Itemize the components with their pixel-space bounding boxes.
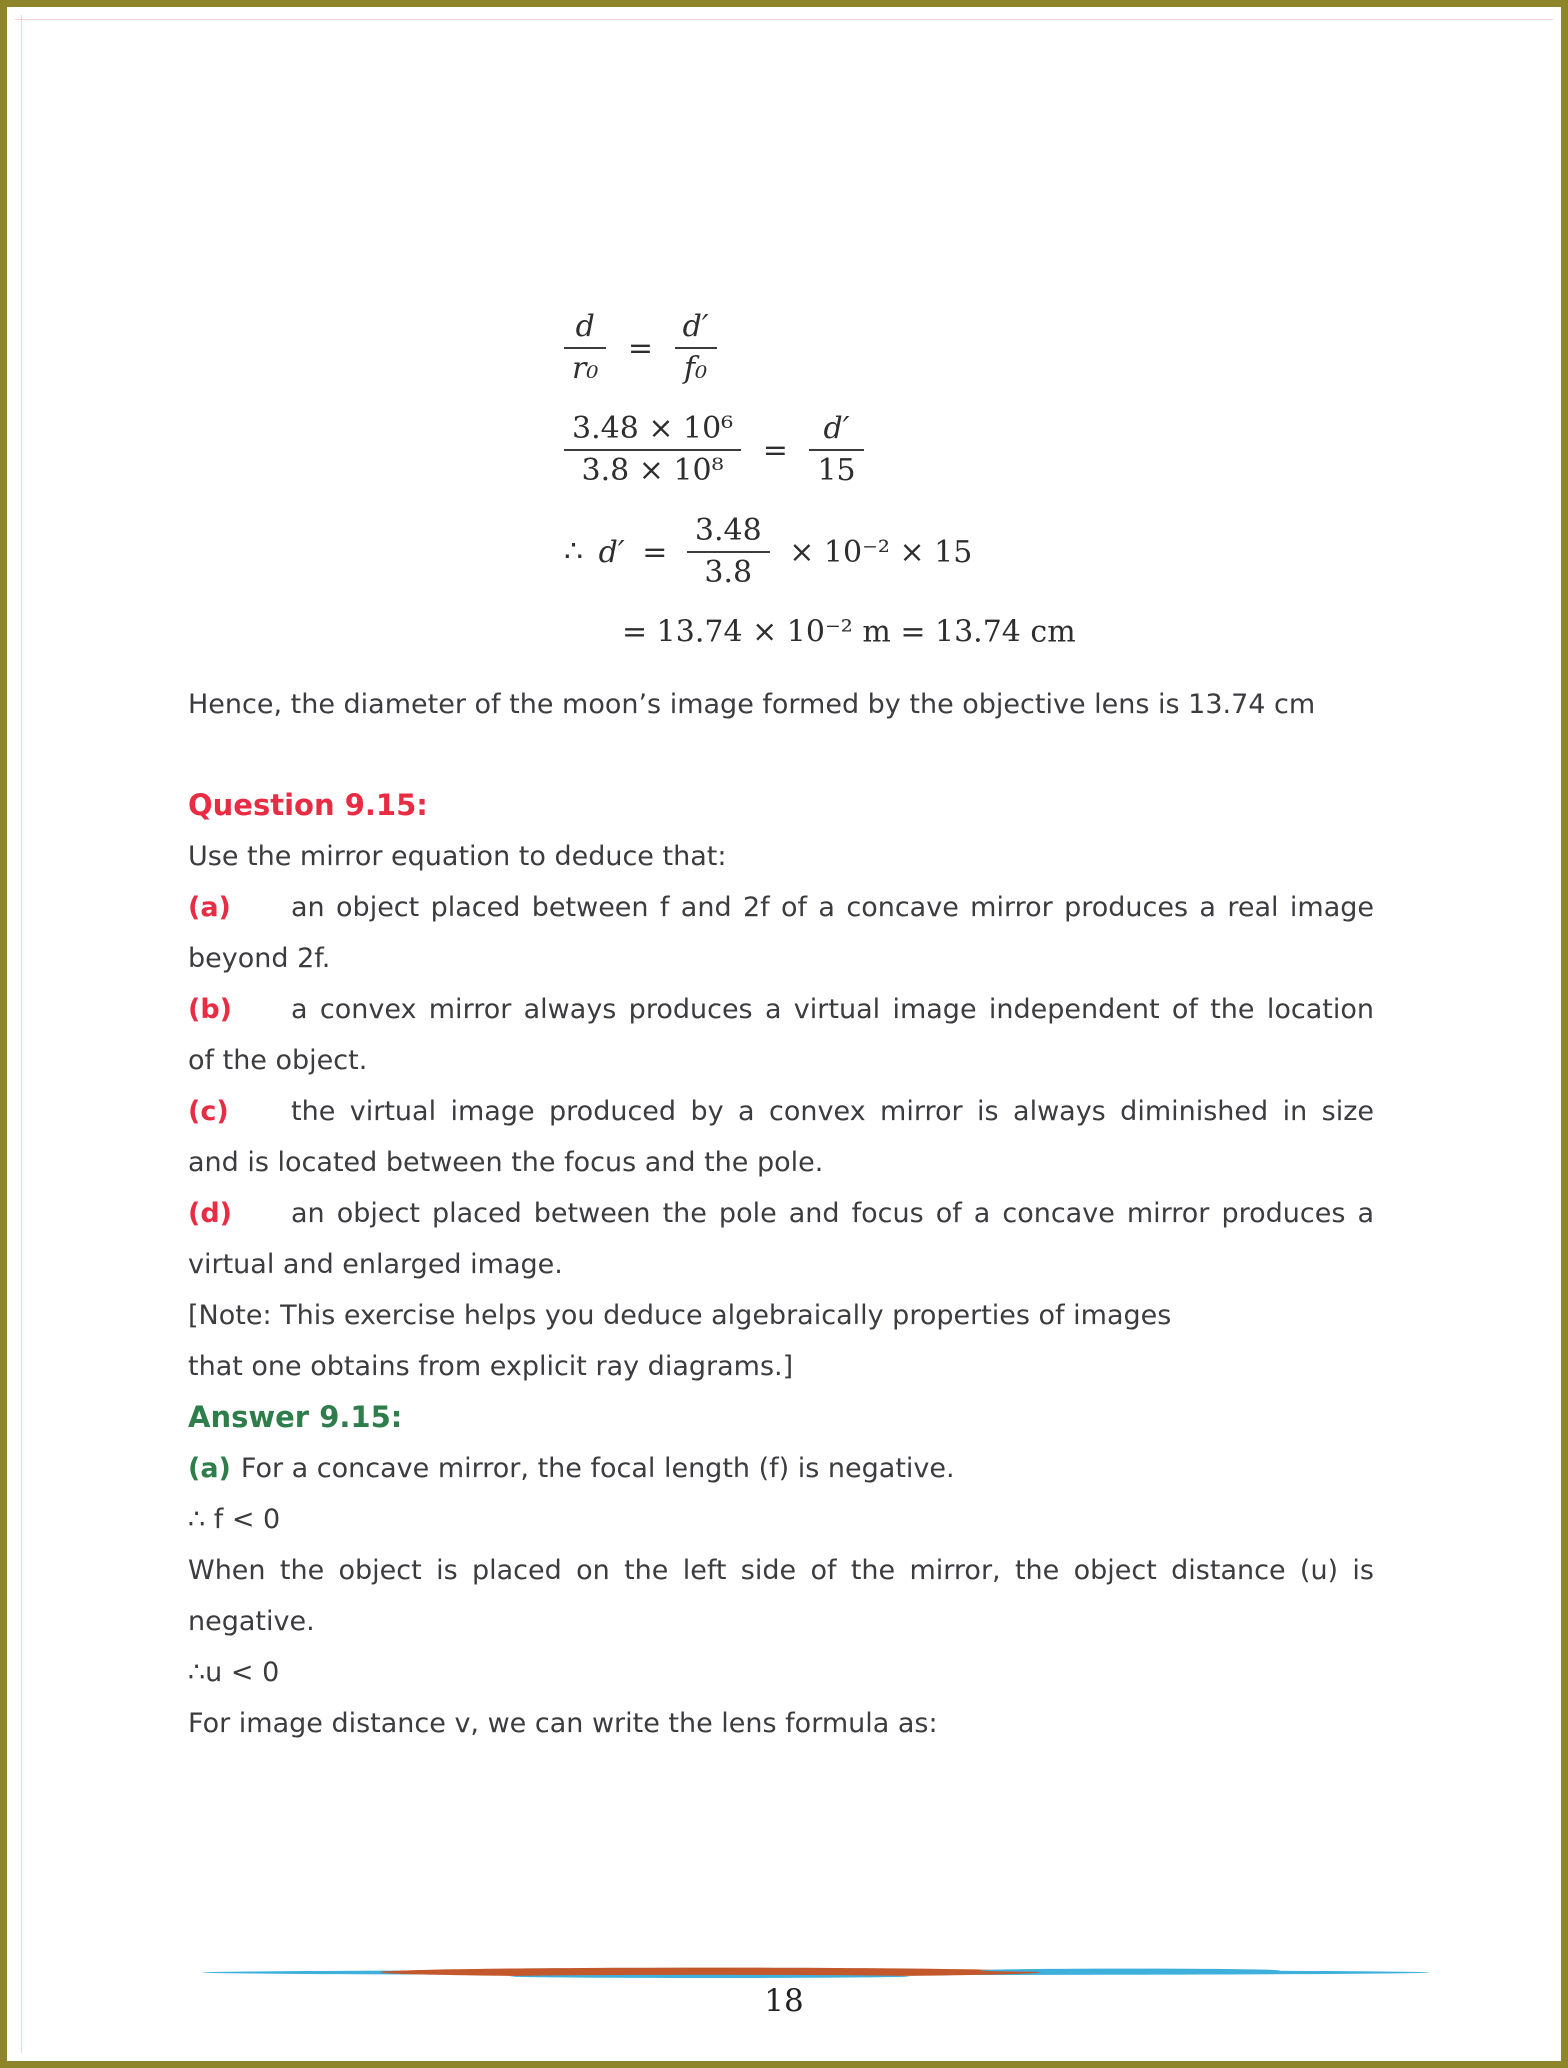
item-d-text: an object placed between the pole and focus of a concave mirror produces a <box>291 1198 1374 1229</box>
question-item-b-line2: of the object. <box>188 1045 368 1076</box>
fraction-348-over-38 <box>687 511 770 593</box>
body-text-column <box>188 679 1374 1749</box>
fraction-dprime-over-15 <box>809 409 863 491</box>
footer-divider-ornament <box>200 1965 1432 1979</box>
item-label-c: (c) <box>188 1096 229 1127</box>
denominator: f₀ <box>675 347 717 389</box>
note-line-2: that one obtains from explicit ray diagrams.] <box>188 1351 794 1382</box>
divider-graphic <box>200 1966 1432 1980</box>
numerator: 3.48 × 10⁶ <box>572 411 734 446</box>
denominator: 3.8 × 10⁸ <box>564 449 741 491</box>
numerator: 3.48 <box>694 513 762 548</box>
page-number: 18 <box>764 1983 804 2019</box>
therefore-symbol: ∴ <box>564 534 584 570</box>
numerator: d′ <box>823 411 850 446</box>
therefore-f-line: ∴ f < 0 <box>188 1504 281 1535</box>
question-item-d-line2: virtual and enlarged image. <box>188 1249 563 1280</box>
denominator: 15 <box>809 449 863 491</box>
answer-a-text: For a concave mirror, the focal length (f) is negative. <box>240 1453 955 1484</box>
note-line-1: [Note: This exercise helps you deduce algebraically properties of images <box>188 1300 1172 1331</box>
denominator: r₀ <box>564 347 606 389</box>
d-prime-variable: d′ <box>598 534 625 570</box>
fraction-d-over-r0 <box>564 307 606 389</box>
question-heading: Question 9.15: <box>188 788 428 822</box>
fraction-dprime-over-f0 <box>675 307 717 389</box>
equals-sign: = <box>627 330 654 366</box>
question-item-a-line2: beyond 2f. <box>188 943 331 974</box>
when-object-line1: When the object is placed on the left side of the mirror, the object distance (u) is <box>188 1555 1374 1586</box>
lens-formula-intro-line: For image distance v, we can write the lens formula as: <box>188 1708 938 1739</box>
question-item-c-line1 <box>188 1086 1374 1137</box>
equation-block <box>564 307 1076 670</box>
item-c-text: the virtual image produced by a convex mirror is always diminished in size <box>291 1096 1374 1127</box>
numerator: d′ <box>682 309 709 344</box>
result-value: = 13.74 × 10⁻² m = 13.74 cm <box>622 614 1076 650</box>
equation-ratio <box>564 307 1076 389</box>
item-a-text: an object placed between f and 2f of a concave mirror produces a real image <box>291 892 1374 923</box>
inner-guide-line-horizontal <box>15 19 1553 20</box>
equals-sign: = <box>642 534 668 570</box>
inner-guide-line-vertical <box>21 15 22 2053</box>
answer-label-a: (a) <box>188 1453 231 1484</box>
equals-sign: = <box>762 432 788 468</box>
question-intro-line: Use the mirror equation to deduce that: <box>188 841 727 872</box>
question-item-b-line1 <box>188 984 1374 1035</box>
question-item-c-line2: and is located between the focus and the pole. <box>188 1147 824 1178</box>
item-label-d: (d) <box>188 1198 233 1229</box>
when-object-line2: negative. <box>188 1606 315 1637</box>
numerator: d <box>575 309 595 344</box>
therefore-u-line: ∴u < 0 <box>188 1657 280 1688</box>
answer-item-a-line <box>188 1443 1374 1494</box>
question-item-d-line1 <box>188 1188 1374 1239</box>
answer-heading: Answer 9.15: <box>188 1400 403 1434</box>
denominator: 3.8 <box>687 551 770 593</box>
item-label-a: (a) <box>188 892 231 923</box>
equation-dprime-solve <box>564 511 1076 593</box>
item-label-b: (b) <box>188 994 233 1025</box>
equation-substitution <box>564 409 1076 491</box>
scale-factor-terms: × 10⁻² × 15 <box>789 534 973 570</box>
fraction-moon-diameter-over-distance <box>564 409 741 491</box>
question-item-a-line1 <box>188 882 1374 933</box>
equation-result <box>622 613 1076 650</box>
item-b-text: a convex mirror always produces a virtual image independent of the location <box>291 994 1374 1025</box>
hence-conclusion-line: Hence, the diameter of the moon’s image formed by the objective lens is 13.74 cm <box>188 689 1316 720</box>
